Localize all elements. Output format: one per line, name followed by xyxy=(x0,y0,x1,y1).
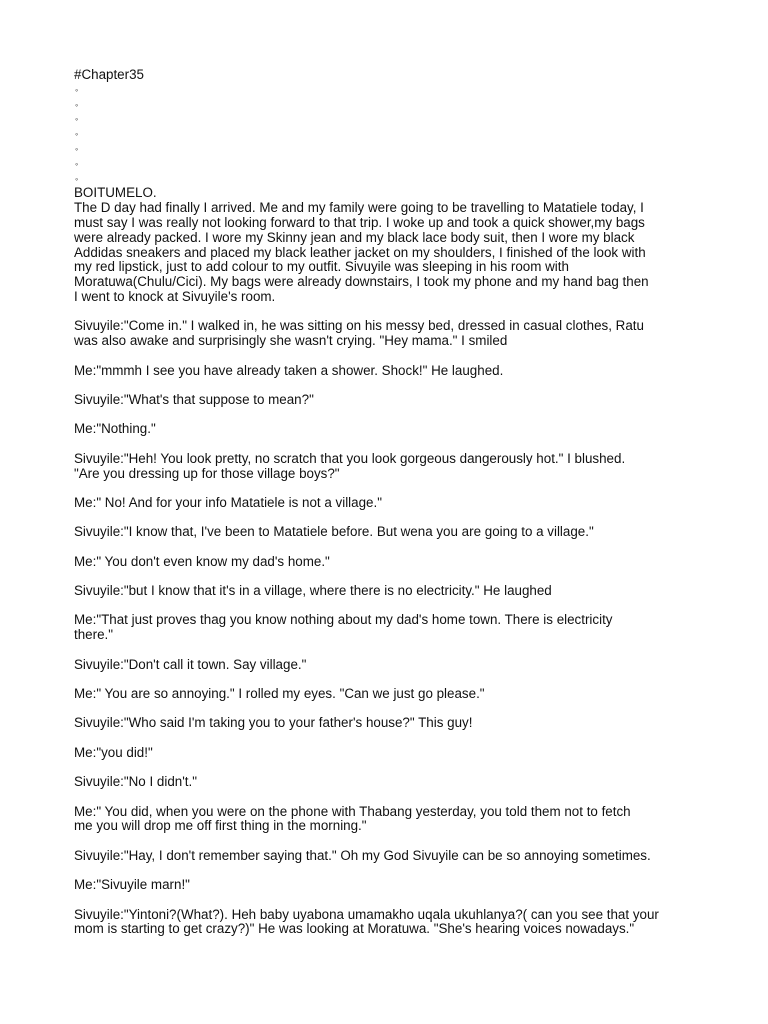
chapter-title: #Chapter35 xyxy=(74,67,144,82)
paragraph: Sivuyile:"Heh! You look pretty, no scratch that you look gorgeous dangerously hot." I blushed. "Are you dressing up for those village boys?" xyxy=(74,450,626,481)
paragraph: Sivuyile:"I know that, I've been to Matatiele before. But wena you are going to a village." xyxy=(74,524,594,540)
bullet-item: ◦ xyxy=(75,84,79,95)
bullet-item: ◦ xyxy=(75,99,79,110)
paragraph: The D day had finally I arrived. Me and my family were going to be travelling to Matatiele today, I must say I was really not looking forward to that trip. I woke up and took a quick shower,my bags were already packed. I wore my Skinny jean and my black lace body suit, then I wore my black Addidas sneakers and placed my black leather jacket on my shoulders, I finished of the look with my red lipstick, just to add colour to my outfit. Sivuyile was sleeping in his room with Moratuwa(Chulu/Cici). My bags were already downstairs, I took my phone and my hand bag then I went to knock at Sivuyile's room. xyxy=(74,200,649,304)
bullet-item: ◦ xyxy=(75,173,79,184)
paragraph: Sivuyile:"No I didn't." xyxy=(74,774,197,790)
paragraph: Sivuyile:"Don't call it town. Say village." xyxy=(74,656,307,672)
paragraph: Sivuyile:"What's that suppose to mean?" xyxy=(74,391,314,407)
bullet-list xyxy=(74,83,704,187)
paragraph: Me:"That just proves thag you know nothing about my dad's home town. There is electricity there." xyxy=(74,612,613,643)
paragraph: Sivuyile:"Come in." I walked in, he was sitting on his messy bed, dressed in casual clothes, Ratu was also awake and surprisingly she wasn't crying. "Hey mama." I smiled xyxy=(74,318,644,349)
bullet-item: ◦ xyxy=(75,158,79,169)
paragraph: Me:" You did, when you were on the phone with Thabang yesterday, you told them not to fetch me you will drop me off first thing in the morning." xyxy=(74,803,631,834)
paragraph: Sivuyile:"but I know that it's in a village, where there is no electricity." He laughed xyxy=(74,583,552,599)
paragraph: Me:" No! And for your info Matatiele is not a village." xyxy=(74,494,382,510)
author-name: BOITUMELO. xyxy=(74,185,157,201)
paragraph: Me:" You don't even know my dad's home." xyxy=(74,553,330,569)
paragraph: Me:" You are so annoying." I rolled my eyes. "Can we just go please." xyxy=(74,686,485,702)
paragraph: Me:"mmmh I see you have already taken a shower. Shock!" He laughed. xyxy=(74,362,504,378)
story-page xyxy=(74,68,704,952)
paragraph: Sivuyile:"Who said I'm taking you to your father's house?" This guy! xyxy=(74,715,473,731)
bullet-item: ◦ xyxy=(75,114,79,125)
bullet-item: ◦ xyxy=(75,143,79,154)
paragraph: Sivuyile:"Yintoni?(What?). Heh baby uyabona umamakho uqala ukuhlanya?( can you see that your mom is starting to get crazy?)" He was looking at Moratuwa. "She's hearing voices nowadays." xyxy=(74,906,659,937)
paragraph: Me:"you did!" xyxy=(74,744,153,760)
paragraph: Me:"Sivuyile marn!" xyxy=(74,877,190,893)
paragraph: Me:"Nothing." xyxy=(74,421,156,437)
bullet-item: ◦ xyxy=(75,129,79,140)
paragraph: Sivuyile:"Hay, I don't remember saying that." Oh my God Sivuyile can be so annoying sometimes. xyxy=(74,847,651,863)
